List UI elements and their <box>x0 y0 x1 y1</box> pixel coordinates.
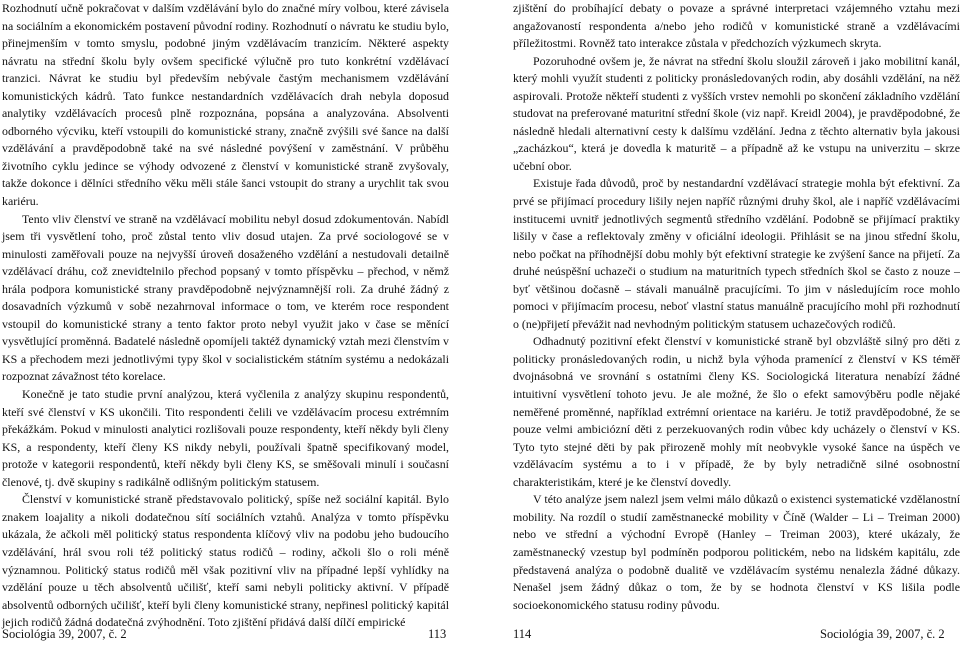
left-paragraph-4: Členství v komunistické straně představovalo politický, spíše než sociální kapitál. Bylo znakem loajality a nikoli dodatečnou sítí sociálních vztahů. Analýza v tomto příspěvku ukázala, že ačkoli měl politický status respondenta klíčový vliv na podobu jeho budoucího vzdělávání, hrál svou roli též politický status rodičů – rodiny, ačkoli šlo o roli méně významnou. Politický status rodičů měl však pozitivní vliv na případné lepší vyhlídky na vzdělání pouze u těch absolventů učilišť, kteří sami nebyli politicky aktivní. V případě absolventů odborných učilišť, kteří byli členy komunistické strany, nepřinesl politický kapitál jejich rodičů žádná dodatečná zvýhodnění. Toto zjištění přidává další dílčí empirické <box>2 492 449 630</box>
left-paragraph-2: Tento vliv členství ve straně na vzdělávací mobilitu nebyl dosud zdokumentován. Nabídl jsem tři vysvětlení toho, proč zůstal tento vliv dosud utajen. Za prvé sociologové se v minulosti zaměřovali pouze na nejvyšší úroveň dosaženého vzdělání a nestudovali detailně vzdělávací dráhu, což znevidtelnilo přechod popsaný v tomto příspěvku – přechod, v němž hrála podpora komunistické strany pravděpodobně nejvýznamnější roli. Za druhé žádný z dosavadních výzkumů v sobě nezahrnoval informace o tom, ve kterém roce respondent vstoupil do komunistické strany a tento faktor proto nebyl využit jako v čase se měnící vysvětlující proměnná. Badatelé následně opomíjeli taktéž dynamický vztah mezi členstvím v KS a přechodem mezi jednotlivými typy škol v socialistickém státním systému a nedokázali rozpoznat závažnost této korelace. <box>2 211 449 384</box>
right-paragraph-5: V této analýze jsem nalezl jsem velmi málo důkazů o existenci systematické vzdělanostní mobility. Na rozdíl o studií zaměstnanecké mobility v Číně (Walder – Li – Treiman 2000) nebo ve střední a východní Evropě (Hanley – Treiman 2003), které ukázaly, že zaměstnanecký vzestup byl podmíněn podporou politickém, nebo na lidském kapitálu, zde představená analýza o podobně dualitě ve vzdělávacím systému nenalezla žádné důkazy. Nenašel jsem žádný důkaz o tom, že by se hodnota členství v KS lišila podle socioekonomického statusu rodiny původu. <box>513 492 960 612</box>
right-paragraph-2: Pozoruhodné ovšem je, že návrat na střední školu sloužil zároveň i jako mobilitní kanál, který mohli využít studenti z politicky pronásledovaných rodin, aby dosáhli vzdělání, na něž aspirovali. Protože někteří studenti z vyšších vrstev nemohli po skončení základního vzdělání studovat na preferované maturitní střední škole (viz např. Kreidl 2004), je pravděpodobné, že následně hledali alternativní cesty k dalšímu vzdělání. Jedna z těchto alternativ byla jakousi „zacházkou“, která je dovedla k maturitě – a případně až ke vstupu na univerzitu – skrze učební obor. <box>513 53 960 173</box>
right-paragraph-3: Existuje řada důvodů, proč by nestandardní vzdělávací strategie mohla být efektivní. Za prvé se přijímací procedury lišily nejen napříč různými druhy škol, ale i napříč vzdělávacími institucemi uvnitř jednotlivých segmentů středního vzdělání. Podobně se přijímací praktiky lišily v čase a reflektovaly změny v oficiální ideologii. Přihlásit se na jinou střední školu, nebo počkat na příhodnější dobu mohly být efektivní strategie ke zvýšení šance na přijetí. Za druhé neúspěšní uchazeči o studium na maturitních typech středních škol se často z nouze – byť většinou dočasně – stávali manuálně pracujícími. To jim v následujícím roce mohlo pomoci v přijímacím procesu, neboť vlastní status manuálně pracujícího mohl při rozhodnutí o (ne)přijetí převážit nad nevhodným politickým statusem uchazečových rodičů. <box>513 176 960 331</box>
right-paragraph-4: Odhadnutý pozitivní efekt členství v komunistické straně byl obzvláště silný pro děti z politicky pronásledovaných rodin, u nichž byla výhoda pramenící z členství v KS téměř dvojnásobná ve srovnání s ostatními členy KS. Sociologická literatura nenabízí žádné intuitivní vysvětlení tohoto jevu. Je ale možné, že šlo o efekt samovýběru podle nějaké neměřené proměnné, například extrémní orientace na kariéru. Je totiž pravděpodobné, že se pouze velmi ambiciózní děti z perzekuovaných rodin vůbec kdy ucházely o členství v KS. Tyto tyto stejné děti by pak přirozeně mohly mít neobvykle vysoké šance na úspěch ve vzdělávacím systému a to i v případě, že by byly netradičně silné osobnostní charakteristikám, které je ke členství dovedly. <box>513 334 960 489</box>
right-page-number: 114 <box>513 627 532 641</box>
left-footer-journal: Sociológia 39, 2007, č. 2 <box>2 627 127 641</box>
left-paragraph-3: Konečně je tato studie první analýzou, která vyčlenila z analýzy skupinu respondentů, kteří své členství v KS ukončili. Tito respondenti čelili ve vzdělávacím procesu extrémním překážkám. Pokud v minulosti analytici rozlišovali pouze respondenty, kteří někdy byli členy KS, a respondenty, kteří členy KS nikdy nebyli, používali špatně specifikovaný model, protože v kategorii respondentů, kteří někdy byli členy KS, se směšovali minulí i současní členové, tj. dvě skupiny s radikálně odlišným politickým statusem. <box>2 387 449 489</box>
right-footer-journal: Sociológia 39, 2007, č. 2 <box>820 627 945 641</box>
left-page-body <box>2 0 449 630</box>
left-page-number: 113 <box>428 627 447 641</box>
right-paragraph-1: zjištění do probíhající debaty o povaze a správné interpretaci vzájemného vztahu mezi angažovaností respondenta a/nebo jeho rodičů v komunistické straně a vzdělávacími příležitostmi. Rovněž tato interakce zůstala v předchozích výzkumech skryta. <box>513 1 960 51</box>
right-page-body <box>513 0 960 612</box>
left-paragraph-1: Rozhodnutí učně pokračovat v dalším vzdělávání bylo do značné míry volbou, které závisela na sociálním a ekonomickém postavení původní rodiny. Rozhodnutí o návratu ke studiu bylo, přinejmenším v tomto smyslu, podobné jiným vzdělávacím tranzicím. Některé aspekty návratu na střední školu byly ovšem specifické výlučně pro tuto konkrétní vzdělávací tranzici. Návrat ke studiu byl především nebývale častým mechanismem vzdělávání komunistických kádrů. Tato funkce nestandardních vzdělávacích drah nebyla doposud analytiky vzdělávacích procesů plně rozpoznána, popsána a analyzována. Absolventi odborného výcviku, kteří vstoupili do komunistické strany, značně zvýšili své šance na další vzdělávání a pravděpodobně také na své následné povýšení v zaměstnání. V průběhu životního cyklu jedince se výhody odvozené z členství v komunistické straně zvyšovaly, takže dokonce i dělníci středního věku měli stále šanci vstoupit do strany a urychlit tak svou kariéru. <box>2 1 449 209</box>
